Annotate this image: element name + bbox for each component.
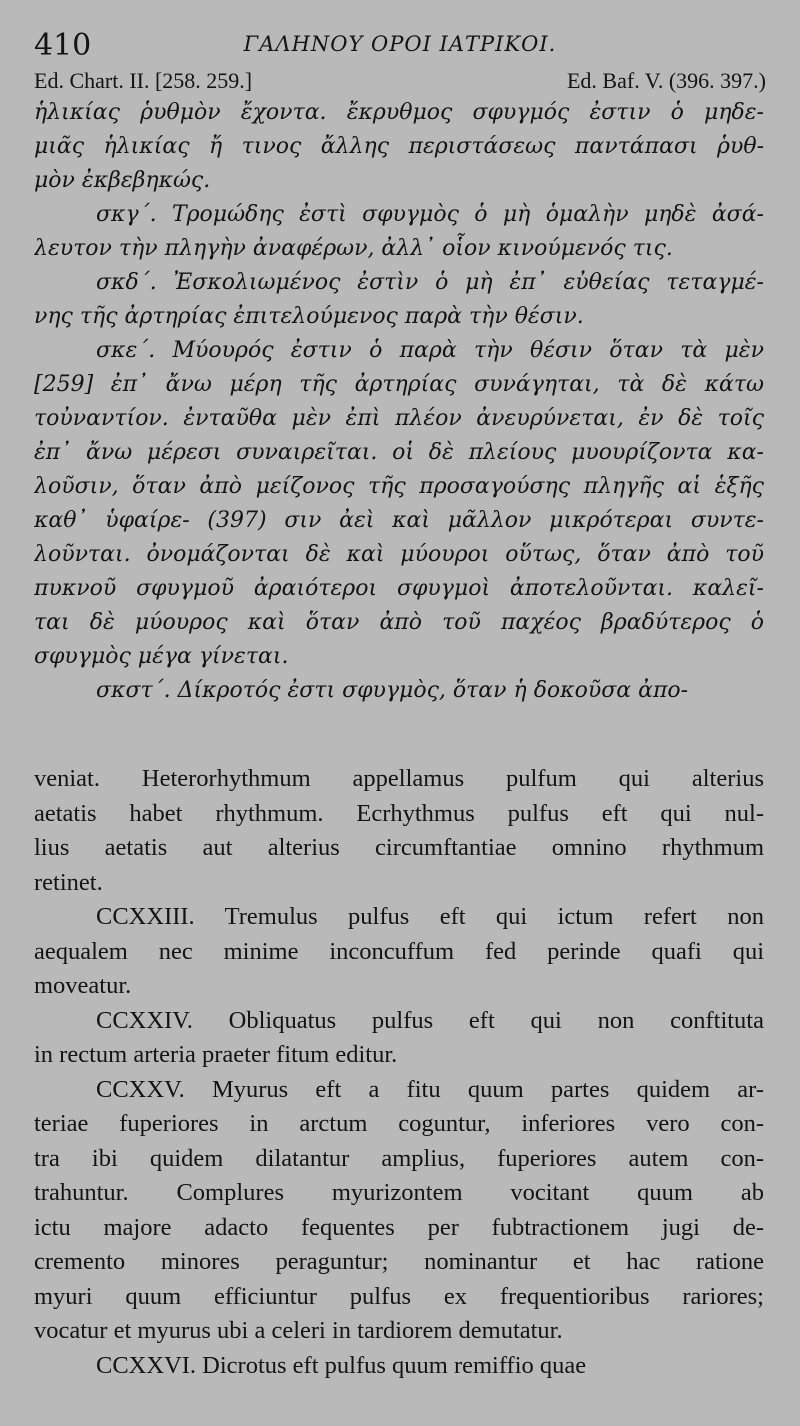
greek-text-line: ἐπ᾽ ἄνω μέρεσι συναιρεῖται. οἱ δὲ πλείους μυουρίζοντα κα- (34, 440, 764, 465)
page-header (34, 28, 766, 68)
latin-text-line: ictu majore adacto fequentes per fubtractionem jugi de- (34, 1213, 764, 1241)
edition-chart-reference: Ed. Chart. II. [258. 259.] (34, 68, 253, 93)
greek-text-line: σκε΄. Μύουρός ἐστιν ὁ παρὰ τὴν θέσιν ὅταν τὰ μὲν (96, 338, 764, 363)
greek-text-line: νης τῆς ἀρτηρίας ἐπιτελούμενος παρὰ τὴν θέσιν. (34, 304, 584, 329)
latin-text-line: veniat. Heterorhythmum appellamus pulfum qui alterius (34, 765, 764, 792)
greek-text-line: ται δὲ μύουρος καὶ ὅταν ἀπὸ τοῦ παχέος βραδύτερος ὁ (34, 610, 764, 635)
greek-text-line: πυκνοῦ σφυγμοῦ ἀραιότεροι σφυγμοὶ ἀποτελοῦνται. καλεῖ- (34, 576, 764, 601)
latin-text-line: lius aetatis aut alterius circumftantiae omnino rhythmum (34, 834, 764, 861)
latin-text-line: tra ibi quidem dilatantur amplius, fuperiores autem con- (34, 1144, 764, 1172)
latin-text-line: aetatis habet rhythmum. Ecrhythmus pulfus eft qui nul- (34, 799, 764, 827)
greek-text-line: σκστ΄. Δίκροτός ἐστι σφυγμὸς, ὅταν ἡ δοκοῦσα ἀπο- (96, 678, 689, 703)
latin-text-line: trahuntur. Complures myurizontem vocitant quum ab (34, 1179, 764, 1206)
greek-text-line: σκδ΄. Ἐσκολιωμένος ἐστὶν ὁ μὴ ἐπ᾽ εὐθείας τεταγμέ- (96, 270, 764, 295)
greek-text-line: λοῦνται. ὀνομάζονται δὲ καὶ μύουροι οὕτως, ὅταν ἀπὸ τοῦ (34, 542, 764, 567)
greek-text-line: ἡλικίας ῥυθμὸν ἔχοντα. ἔκρυθμος σφυγμός ἐστιν ὁ μηδε- (34, 100, 764, 125)
latin-text-line: moveatur. (34, 972, 132, 999)
greek-text-block (34, 96, 764, 708)
latin-text-line: CCXXVI. Dicrotus eft pulfus quum remiffio quae (96, 1351, 587, 1379)
latin-text-line: aequalem nec minime inconcuffum fed perinde quafi qui (34, 937, 764, 965)
latin-text-line: retinet. (34, 868, 103, 896)
greek-text-line: λευτον τὴν πληγὴν ἀναφέρων, ἀλλ᾽ οἷον κινούμενός τις. (34, 236, 673, 261)
edition-reference-line (34, 68, 766, 96)
greek-text-line: καθ᾽ ὑφαίρε- (397) σιν ἀεὶ καὶ μᾶλλον μικρότεραι συντε- (34, 508, 764, 533)
greek-text-line: μιᾶς ἡλικίας ἤ τινος ἄλλης περιστάσεως παντάπασι ῥυθ- (34, 134, 764, 159)
latin-text-line: myuri quum efficiuntur pulfus ex frequentioribus rariores; (34, 1282, 764, 1310)
latin-text-line: CCXXIII. Tremulus pulfus eft qui ictum refert non (96, 903, 764, 930)
greek-text-line: λοῦσιν, ὅταν ἀπὸ μείζονος τῆς προσαγούσης πληγῆς αἱ ἑξῆς (34, 474, 764, 499)
page-number: 410 (34, 28, 92, 63)
latin-text-block (34, 762, 764, 1383)
latin-text-line: CCXXIV. Obliquatus pulfus eft qui non conftituta (96, 1006, 764, 1034)
greek-text-line: μὸν ἐκβεβηκώς. (34, 168, 211, 193)
latin-text-line: cremento minores peraguntur; nominantur et hac ratione (34, 1248, 764, 1275)
latin-text-line: CCXXV. Myurus eft a fitu quum partes quidem ar- (96, 1075, 764, 1103)
greek-text-line: σκγ΄. Τρομώδης ἐστὶ σφυγμὸς ὁ μὴ ὁμαλὴν μηδὲ ἀσά- (96, 202, 764, 227)
greek-text-line: [259] ἐπ᾽ ἄνω μέρη τῆς ἀρτηρίας συνάγηται, τὰ δὲ κάτω (34, 372, 764, 397)
latin-text-line: teriae fuperiores in arctum coguntur, inferiores vero con- (34, 1110, 764, 1137)
edition-basel-reference: Ed. Baf. V. (396. 397.) (566, 68, 766, 93)
greek-text-line: τοὐναντίον. ἐνταῦθα μὲν ἐπὶ πλέον ἀνευρύνεται, ἐν δὲ τοῖς (34, 406, 764, 431)
running-title: ΓΑΛΗΝΟΥ ΟΡΟΙ ΙΑΤΡΙΚΟΙ. (243, 32, 557, 56)
latin-text-line: in rectum arteria praeter fitum editur. (34, 1041, 398, 1068)
latin-text-line: vocatur et myurus ubi a celeri in tardiorem demutatur. (34, 1317, 563, 1344)
greek-text-line: σφυγμὸς μέγα γίνεται. (34, 644, 289, 669)
